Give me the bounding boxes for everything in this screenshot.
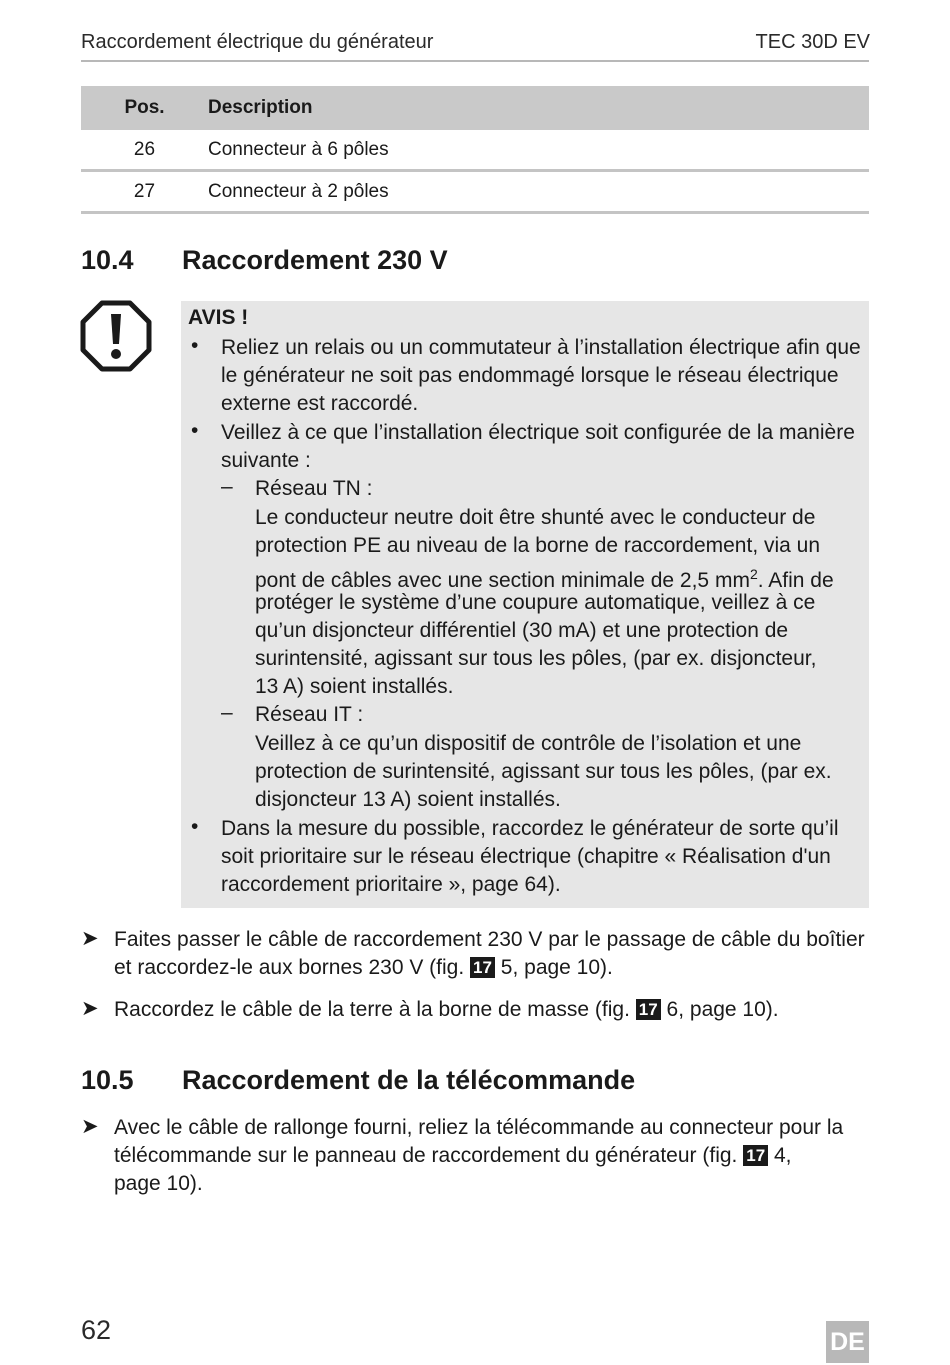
section-number: 10.5 — [81, 1065, 134, 1095]
notice-text-line: Le conducteur neutre doit être shunté avec le conducteur de — [255, 506, 816, 529]
network-type-label: Réseau TN : — [255, 477, 373, 500]
header-divider — [81, 60, 869, 62]
notice-title: AVIS ! — [188, 306, 249, 329]
notice-text-line: externe est raccordé. — [221, 392, 419, 415]
figure-reference-badge: 17 — [636, 999, 661, 1020]
language-badge: DE — [826, 1321, 869, 1363]
step-arrow-icon: ➤ — [81, 997, 99, 1020]
step-text-line: Faites passer le câble de raccordement 230 V par le passage de câble du boîtier — [114, 928, 865, 951]
step-text-line: télécommande sur le panneau de raccordement du générateur (fig. 17 4, — [114, 1144, 792, 1167]
section-number: 10.4 — [81, 245, 134, 275]
notice-text-line: 13 A) soient installés. — [255, 675, 454, 698]
notice-text-line: protection de surintensité, agissant sur tous les pôles, (par ex. — [255, 760, 832, 783]
dash-glyph: – — [221, 475, 233, 498]
notice-text-line: disjoncteur 13 A) soient installés. — [255, 788, 561, 811]
notice-text-line: protection PE au niveau de la borne de raccordement, via un — [255, 534, 821, 557]
table-header-row — [81, 86, 869, 130]
bullet-glyph: • — [191, 334, 199, 357]
bullet-glyph: • — [191, 815, 199, 838]
figure-reference-badge: 17 — [743, 1145, 768, 1166]
notice-text-line: Veillez à ce que l’installation électrique soit configurée de la manière — [221, 421, 855, 444]
notice-text-line: soit prioritaire sur le réseau électrique (chapitre « Réalisation d'un — [221, 845, 831, 868]
notice-text-line: raccordement prioritaire », page 64). — [221, 873, 561, 896]
section-title: Raccordement de la télécommande — [182, 1065, 636, 1095]
step-text-line: Raccordez le câble de la terre à la borne de masse (fig. 17 6, page 10). — [114, 998, 779, 1021]
warning-exclamation-icon — [80, 300, 152, 372]
notice-text-line: suivante : — [221, 449, 311, 472]
notice-text-line: pont de câbles avec une section minimale de 2,5 $mm^2$. Afin de — [255, 566, 834, 592]
step-text-line: Avec le câble de rallonge fourni, reliez la télécommande au connecteur pour la — [114, 1116, 844, 1139]
network-type-label: Réseau IT : — [255, 703, 364, 726]
step-arrow-icon: ➤ — [81, 927, 99, 950]
section-title: Raccordement 230 V — [182, 245, 448, 275]
table-cell-description: Connecteur à 2 pôles — [208, 171, 869, 213]
running-header-title: Raccordement électrique du générateur — [81, 31, 434, 53]
notice-text-line: qu’un disjoncteur différentiel (30 mA) et une protection de — [255, 619, 789, 642]
notice-text-line: Reliez un relais ou un commutateur à l’installation électrique afin que — [221, 336, 861, 359]
bullet-glyph: • — [191, 419, 199, 442]
notice-text-line: surintensité, agissant sur tous les pôles, (par ex. disjoncteur, — [255, 647, 817, 670]
table-cell-description: Connecteur à 6 pôles — [208, 130, 869, 171]
table-cell-pos: 26 — [81, 130, 208, 171]
step-text-line: page 10). — [114, 1172, 203, 1195]
notice-text-line: Dans la mesure du possible, raccordez le générateur de sorte qu’il — [221, 817, 839, 840]
figure-reference-badge: 17 — [470, 957, 495, 978]
table-row — [81, 130, 869, 171]
notice-text-line: Veillez à ce qu’un dispositif de contrôle de l’isolation et une — [255, 732, 802, 755]
superscript: 2 — [749, 566, 758, 582]
table-row — [81, 171, 869, 213]
running-header-model: TEC 30D EV — [755, 31, 870, 53]
column-header-pos: Pos. — [81, 86, 208, 130]
column-header-description: Description — [208, 86, 869, 130]
notice-text-line: le générateur ne soit pas endommagé lorsque le réseau électrique — [221, 364, 839, 387]
step-text-line: et raccordez-le aux bornes 230 V (fig. 17 5, page 10). — [114, 956, 613, 979]
notice-text-line: protéger le système d’une coupure automatique, veillez à ce — [255, 591, 816, 614]
step-arrow-icon: ➤ — [81, 1115, 99, 1138]
page-number: 62 — [81, 1315, 112, 1345]
position-table — [81, 86, 869, 214]
dash-glyph: – — [221, 701, 233, 724]
table-cell-pos: 27 — [81, 171, 208, 213]
